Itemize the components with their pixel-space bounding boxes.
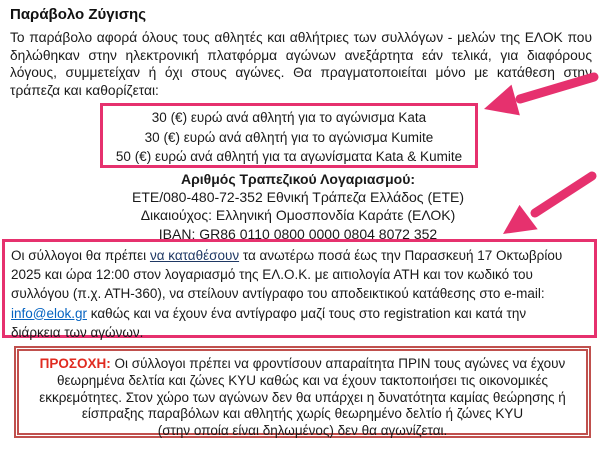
deposit-instructions-box <box>2 239 597 338</box>
arrow-to-deposit-box-icon <box>494 170 600 242</box>
bank-iban: IBAN: GR86 0110 0800 0000 0804 8072 352 <box>158 225 438 242</box>
warning-line-4: είσπραξης παραβόλων και αθλητής χωρίς θεωρημένο δελτίο ή ζώνες KYU <box>81 406 524 422</box>
arrow-to-fee-box-icon <box>478 70 600 118</box>
deposit-line-1-post: τα ανωτέρω ποσά έως την Παρασκευή 17 Οκτωβρίου <box>239 248 563 263</box>
warning-line-2: θεωρημένα δελτία και ζώνες KYU καθώς και να έχουν τακτοποιήσει τις οικονομικές <box>57 372 548 388</box>
page-title: Παράβολο Ζύγισης <box>10 6 146 23</box>
deposit-line-4-post: καθώς και να έχουν ένα αντίγραφο μαζί τους στο registration και κατά την <box>87 305 527 321</box>
warning-box <box>14 346 591 438</box>
fee-box <box>100 103 478 168</box>
arrow-head <box>484 85 520 116</box>
warning-line-1 <box>19 356 586 373</box>
fee-line-kumite: 30 (€) ευρώ ανά αθλητή για το αγώνισμα Kumite <box>144 129 434 145</box>
deposit-underlined-phrase: να καταθέσουν <box>149 248 240 263</box>
fee-line-kata: 30 (€) ευρώ ανά αθλητή για το αγώνισμα Kata <box>151 110 427 125</box>
warning-line-3: εκκρεμότητες. Στον χώρο των αγώνων δεν θα υπάρχει η δυνατότητα καμίας θεώρησης ή <box>39 389 566 405</box>
intro-paragraph: Το παράβολο αφορά όλους τους αθλητές και αθλήτριες των συλλόγων - μελών της ΕΛΟΚ που δηλώθηκαν στην ηλεκτρονική πλατφόρμα αγώνων ανεξάρτητα εάν τελικά, για διαφόρους λόγους, συμμετείχαν ή όχι στους αγώνες. Θα πραγματοποιείται μόνο με κατάθεση στην τράπεζα και καθορίζεται: <box>10 30 592 98</box>
warning-label: ΠΡΟΣΟΧΗ: <box>39 356 111 371</box>
bank-heading: Αριθμός Τραπεζικού Λογαριασμού: <box>180 171 416 187</box>
bank-account-number: ΕΤΕ/080-480-72-352 Εθνική Τράπεζα Ελλάδος (ΕΤΕ) <box>131 189 464 206</box>
bank-beneficiary: Δικαιούχος: Ελληνική Ομοσπονδία Καράτε (ΕΛΟΚ) <box>140 207 456 224</box>
warning-line-1-rest: Οι σύλλογοι πρέπει να φροντίσουν απαραίτητα ΠΡΙΝ τους αγώνες να έχουν <box>110 356 566 371</box>
deposit-line-5: διάρκεια των αγώνων. <box>11 324 144 340</box>
warning-line-5: (στην οποία είναι δηλωμένος) δεν θα αγωνίζεται. <box>157 423 448 439</box>
email-link[interactable]: info@elok.gr <box>11 305 87 321</box>
deposit-line-3: συλλόγου (π.χ. ΑΤΗ-360), να στείλουν αντίγραφο του αποδεικτικού κατάθεσης στο e-mail: <box>11 286 545 302</box>
deposit-line-2: 2025 και ώρα 12:00 στον λογαριασμό της ΕΛ.Ο.Κ. με αιτιολογία ΑΤΗ και τον κωδικό του <box>11 267 533 283</box>
fee-line-kata-kumite: 50 (€) ευρώ ανά αθλητή για τα αγωνίσματα Kata & Kumite <box>115 149 463 164</box>
deposit-line-4 <box>11 304 594 323</box>
deposit-line-1-pre: Οι σύλλογοι θα πρέπει <box>11 248 150 263</box>
arrow-shaft <box>520 77 594 99</box>
arrow-shaft <box>535 176 592 213</box>
bank-account-block <box>58 170 538 243</box>
deposit-line-1 <box>11 246 594 265</box>
